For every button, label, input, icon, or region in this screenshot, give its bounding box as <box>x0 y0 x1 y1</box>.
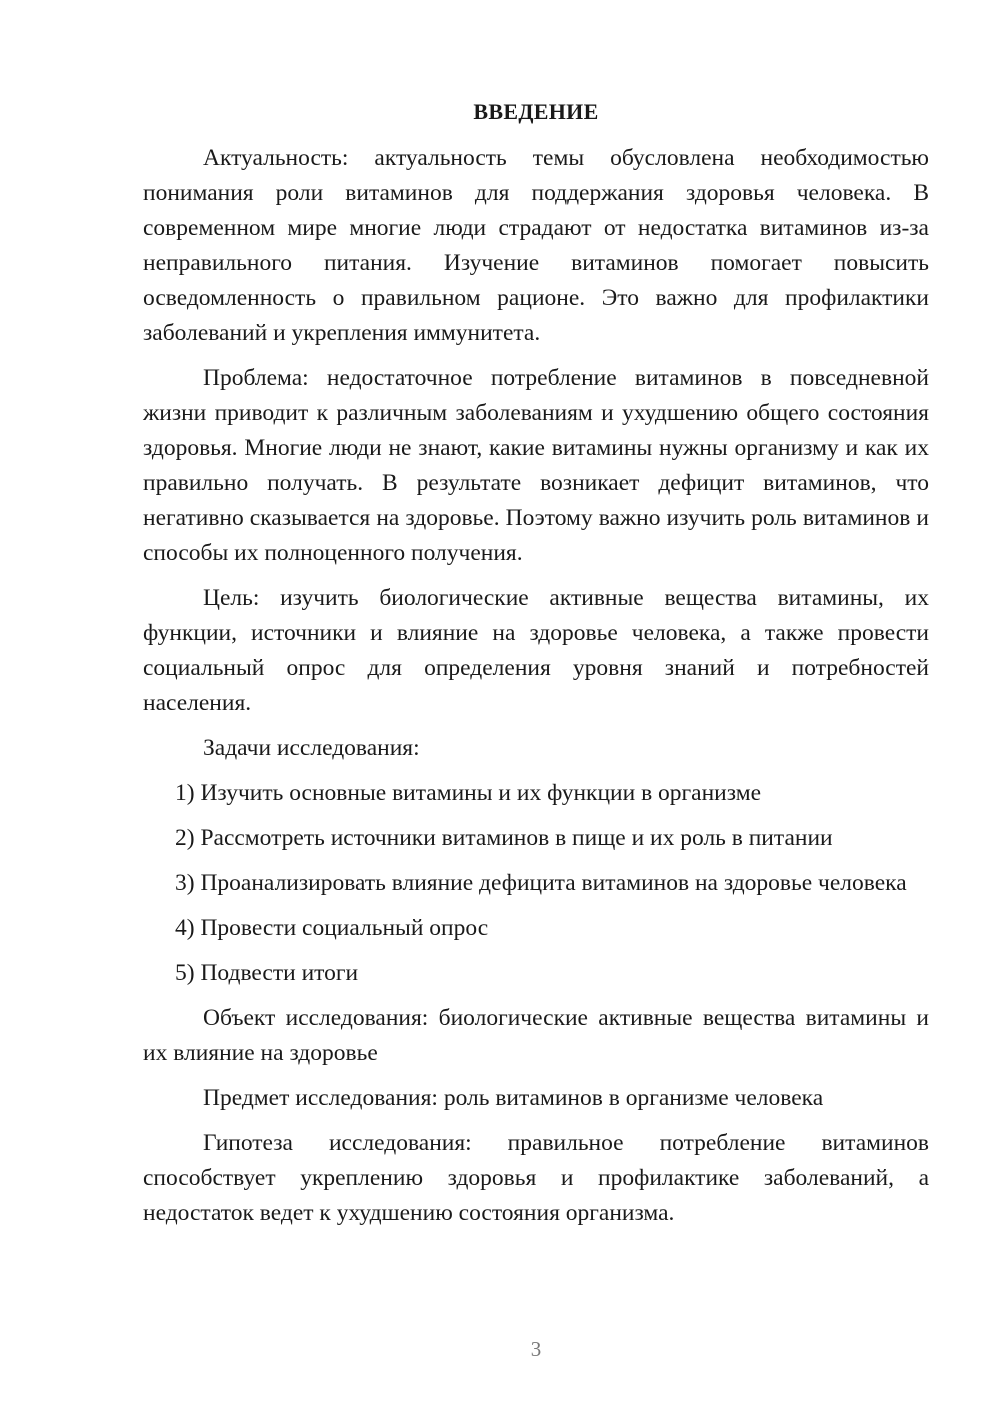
task-item-1: 1) Изучить основные витамины и их функции в организме <box>175 780 762 806</box>
object-paragraph: Объект исследования: биологические активные вещества витамины и их влияние на здоровье <box>143 1005 929 1066</box>
page-content <box>143 94 929 1241</box>
page-title: ВВЕДЕНИЕ <box>473 99 599 124</box>
subject-paragraph: Предмет исследования: роль витаминов в организме человека <box>203 1085 824 1111</box>
hypothesis-paragraph: Гипотеза исследования: правильное потребление витаминов способствует укреплению здоровья и профилактике заболеваний, а недостаток ведет к ухудшению состояния организма. <box>143 1130 929 1226</box>
task-item-3: 3) Проанализировать влияние дефицита витаминов на здоровье человека <box>175 870 907 896</box>
relevance-paragraph: Актуальность: актуальность темы обусловлена необходимостью понимания роли витаминов для поддержания здоровья человека. В современном мире многие люди страдают от недостатка витаминов из-за неправильного питания. Изучение витаминов помогает повысить осведомленность о правильном рационе. Это важно для профилактики заболеваний и укрепления иммунитета. <box>143 145 929 346</box>
task-item-4: 4) Провести социальный опрос <box>175 915 489 941</box>
task-item-2: 2) Рассмотреть источники витаминов в пище и их роль в питании <box>175 825 833 851</box>
tasks-list <box>143 776 929 991</box>
task-item-5: 5) Подвести итоги <box>175 960 359 986</box>
problem-paragraph: Проблема: недостаточное потребление витаминов в повседневной жизни приводит к различным заболеваниям и ухудшению общего состояния здоровья. Многие люди не знают, какие витамины нужны организму и как их правильно получать. В результате возникает дефицит витаминов, что негативно сказывается на здоровье. Поэтому важно изучить роль витаминов и способы их полноценного получения. <box>143 365 929 566</box>
tasks-heading: Задачи исследования: <box>203 735 420 761</box>
page-number: 3 <box>530 1337 542 1361</box>
goal-paragraph: Цель: изучить биологические активные вещества витамины, их функции, источники и влияние на здоровье человека, а также провести социальный опрос для определения уровня знаний и потребностей населения. <box>143 585 929 716</box>
